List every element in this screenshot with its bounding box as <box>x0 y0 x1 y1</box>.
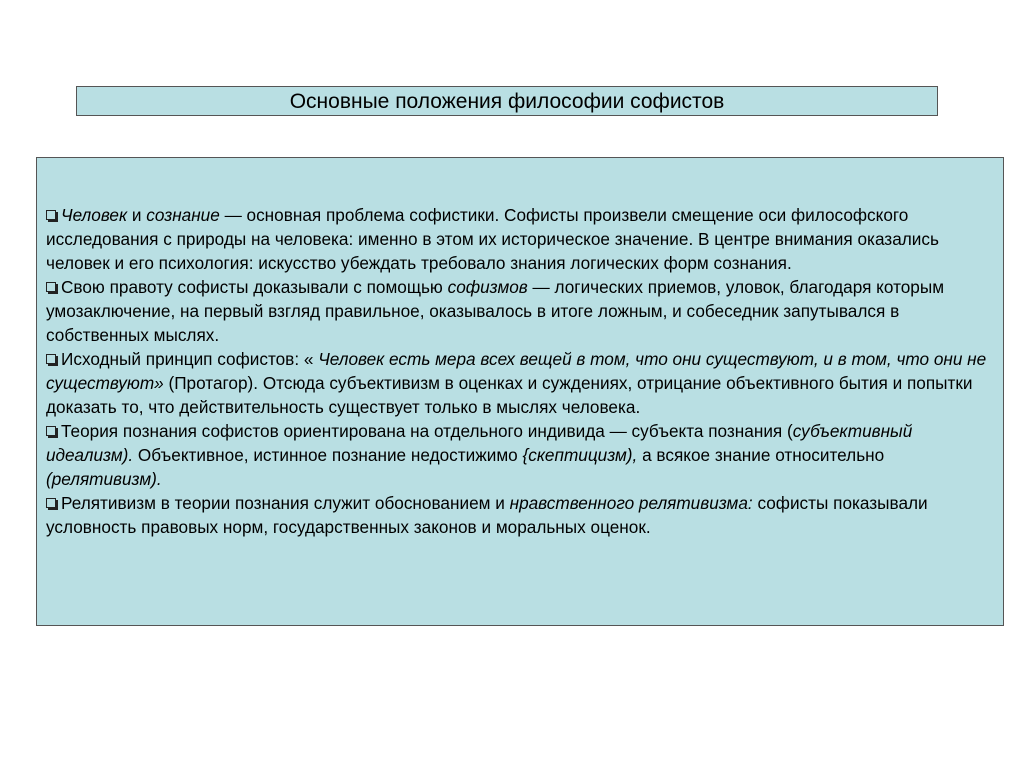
text-italic: субъективный идеализм). <box>46 421 913 465</box>
text: — основная проблема софистики. Софисты произвели смещение оси философского исследования с природы на человека: именно в этом их историческое значение. В центре внимания оказались человек и его психология: искусство убеждать требовало знания логических форм сознания. <box>46 205 939 273</box>
paragraph-3 <box>46 347 1001 419</box>
text-italic: Человек есть мера всех вещей в том, что они существуют, и в том, что они не существуют» <box>46 349 987 393</box>
text-italic: нравственного релятивизма: <box>509 493 753 513</box>
text-italic: сознание <box>146 205 220 225</box>
text: Свою правоту софисты доказывали с помощью <box>61 277 448 297</box>
square-bullet-icon <box>46 498 58 510</box>
paragraph-2 <box>46 275 1001 347</box>
square-bullet-icon <box>46 426 58 438</box>
text-italic: Человек <box>61 205 128 225</box>
paragraph-1 <box>46 203 1001 275</box>
text: а всякое знание относительно <box>637 445 885 465</box>
text: Объективное, истинное познание недостижимо <box>133 445 523 465</box>
text: Релятивизм в теории познания служит обоснованием и <box>61 493 510 513</box>
slide-title-box <box>76 86 938 116</box>
text: — логических приемов, уловок, благодаря которым умозаключение, на первый взгляд правильное, оказывалось в итоге ложным, и собеседник запутывался в собственных мыслях. <box>46 277 945 345</box>
square-bullet-icon <box>46 354 58 366</box>
text-italic: софизмов <box>447 277 528 297</box>
text: Исходный принцип софистов: « <box>61 349 319 369</box>
slide-title: Основные положения философии софистов <box>289 89 725 113</box>
text-italic: (релятивизм). <box>46 469 162 489</box>
text: Теория познания софистов ориентирована на отдельного индивида — субъекта познания ( <box>61 421 793 441</box>
text: и <box>127 205 147 225</box>
text-italic: {скептицизм), <box>522 445 638 465</box>
text: софисты показывали условность правовых норм, государственных законов и моральных оценок. <box>46 493 928 537</box>
paragraph-5 <box>46 491 1001 539</box>
square-bullet-icon <box>46 210 58 222</box>
square-bullet-icon <box>46 282 58 294</box>
content-box <box>36 157 1004 626</box>
text: (Протагор). Отсюда субъективизм в оценках и суждениях, отрицание объективного бытия и попытки доказать то, что действительность существует только в мыслях человека. <box>46 373 973 417</box>
paragraph-4 <box>46 419 1001 491</box>
